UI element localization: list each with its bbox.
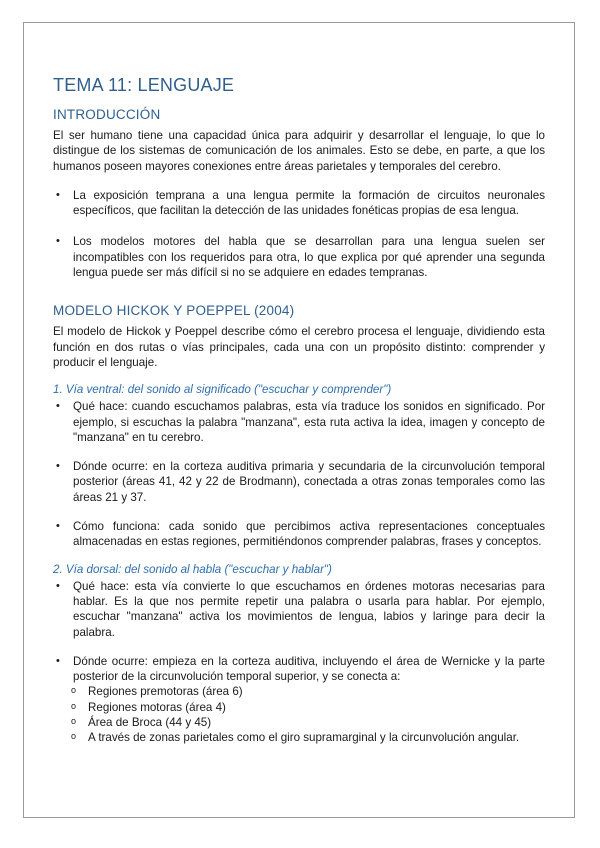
sub-list-item: o Área de Broca (44 y 45) bbox=[53, 715, 545, 730]
list-item: • Dónde ocurre: en la corteza auditiva primaria y secundaria de la circunvolución temporal posterior (áreas 41, 42 y 22 de Brodmann), conectada a otras zonas temporales como las áreas 21 y 37. bbox=[53, 459, 545, 505]
sub-list-item: o Regiones premotoras (área 6) bbox=[53, 684, 545, 699]
sub-list-item: o Regiones motoras (área 4) bbox=[53, 700, 545, 715]
model-paragraph: El modelo de Hickok y Poeppel describe cómo el cerebro procesa el lenguaje, dividiendo esta función en dos rutas o vías principales, cada una con un propósito distinto: comprender y producir el lenguaje. bbox=[53, 325, 545, 369]
dorsal-bullets bbox=[53, 579, 545, 746]
section-heading-model: MODELO HICKOK Y POEPPEL (2004) bbox=[53, 303, 295, 319]
list-item bbox=[53, 654, 545, 746]
ventral-bullets bbox=[53, 399, 545, 549]
document-body bbox=[53, 74, 545, 746]
page-title: TEMA 11: LENGUAJE bbox=[53, 75, 235, 95]
subheading-dorsal: 2. Vía dorsal: del sonido al habla ("escuchar y hablar") bbox=[53, 562, 332, 576]
list-item: • Qué hace: cuando escuchamos palabras, esta vía traduce los sonidos en significado. Por ejemplo, si escuchas la palabra "manzana", esta ruta activa la idea, imagen y concepto de "manzana" en tu cerebro. bbox=[53, 399, 545, 445]
intro-paragraph: El ser humano tiene una capacidad única para adquirir y desarrollar el lenguaje, lo que lo distingue de los sistemas de comunicación de los animales. Esto se debe, en parte, a que los humanos poseen mayores conexiones entre áreas parietales y temporales del cerebro. bbox=[53, 129, 545, 173]
list-item: • Qué hace: esta vía convierte lo que escuchamos en órdenes motoras necesarias para hablar. Es la que nos permite repetir una palabra o usarla para hablar. Por ejemplo, escuchar "manzana" activa los movimientos de lengua, labios y laringe para decir la palabra. bbox=[53, 579, 545, 640]
sub-list-item: o A través de zonas parietales como el giro supramarginal y la circunvolución angular. bbox=[53, 730, 545, 745]
intro-bullets bbox=[53, 188, 545, 280]
list-item: • Los modelos motores del habla que se desarrollan para una lengua suelen ser incompatibles con los requeridos para otra, lo que explica por qué aprender una segunda lengua puede ser más difícil si no se adquiere en edades tempranas. bbox=[53, 234, 545, 280]
dorsal-subitems bbox=[53, 684, 545, 745]
list-item: • Cómo funciona: cada sonido que percibimos activa representaciones conceptuales almacenadas en estas regiones, permitiéndonos comprender palabras, frases y conceptos. bbox=[53, 519, 545, 550]
list-item: • La exposición temprana a una lengua permite la formación de circuitos neuronales específicos, que facilitan la detección de las unidades fonéticas propias de esa lengua. bbox=[53, 188, 545, 219]
section-heading-intro: INTRODUCCIÓN bbox=[53, 107, 161, 122]
list-item-text: Dónde ocurre: empieza en la corteza auditiva, incluyendo el área de Wernicke y la parte posterior de la circunvolución temporal superior, y se conecta a: bbox=[73, 654, 545, 684]
subheading-ventral: 1. Vía ventral: del sonido al significado ("escuchar y comprender") bbox=[53, 383, 392, 397]
